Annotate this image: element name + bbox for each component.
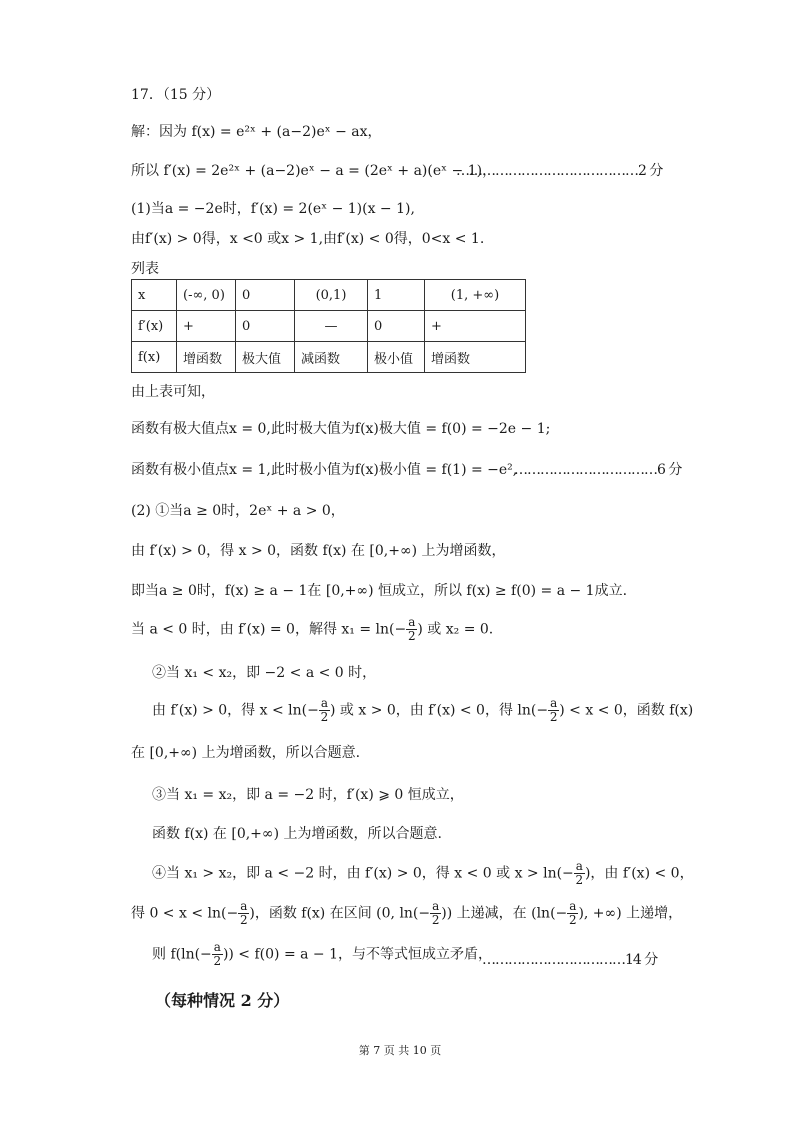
max-line: 函数有极大值点x = 0,此时极大值为f(x)极大值 = f(0) = −2e − 1; [131,421,551,437]
part2-l12-text2: )) < f(0) = a − 1，与不等式恒成立矛盾， [222,946,493,963]
part2-l12-dots: ……………………………14 分 [482,952,658,968]
part2-l4-text: 当 a < 0 时，由 f′(x) = 0，解得 x₁ = ln(− [131,621,407,638]
part1-case: (1)当a = −2e时，f′(x) = 2(eˣ − 1)(x − 1), [131,201,415,217]
fraction-numerator: a [320,696,328,710]
fraction-numerator: a [240,899,248,913]
part2-l5: ②当 x₁ < x₂，即 −2 < a < 0 时， [152,665,377,681]
fraction-numerator: a [550,696,558,710]
table-cell: x [132,280,177,311]
table-cell: f(x) [132,342,177,373]
part2-l8: ③当 x₁ = x₂，即 a = −2 时，f′(x) ⩾ 0 恒成立， [152,787,464,803]
part2-l9: 函数 f(x) 在 [0,+∞) 上为增函数，所以合题意. [152,826,442,842]
table-cell: — [295,311,368,342]
min-text: 函数有极小值点x = 1,此时极小值为f(x)极小值 = f(1) = −e², [131,462,518,478]
part2-l6-text3: ) < x < 0，函数 f(x) [559,702,694,719]
part2-l11-text: 得 0 < x < ln(− [131,905,239,922]
fraction [548,697,559,724]
fraction-denominator: 2 [549,710,558,724]
fraction-denominator: 2 [431,913,440,927]
fraction [238,900,249,927]
min-dots: ……………………………6 分 [514,462,682,478]
part1-sign: 由f′(x) > 0得，x <0 或x > 1,由f′(x) < 0得，0<x < 1. [131,231,485,247]
part2-l6-text2: ) 或 x > 0，由 f′(x) < 0，得 ln(− [330,702,549,719]
table-cell: 1 [368,280,425,311]
derivative-text: 所以 f′(x) = 2e²ˣ + (a−2)eˣ − a = (2eˣ + a)(eˣ − 1)， [131,163,497,179]
fraction-numerator: a [575,859,583,873]
part2-l4 [131,616,493,643]
table-cell: 减函数 [295,342,368,373]
part2-l3: 即当a ≥ 0时，f(x) ≥ a − 1在 [0,+∞) 恒成立，所以 f(x) ≥ f(0) = a − 1成立. [131,583,628,599]
table-cell: 极小值 [368,342,425,373]
fraction-denominator: 2 [320,710,329,724]
derivative-line [131,160,663,180]
table-cell: + [425,311,526,342]
part2-l1: (2) ①当a ≥ 0时，2eˣ + a > 0， [131,503,345,519]
part2-l12-text: 则 f(ln(− [152,946,212,963]
monotonicity-table [131,279,526,373]
min-line [131,459,682,479]
fraction-numerator: a [432,899,440,913]
part2-l12 [152,940,658,968]
table-row [132,311,526,342]
table-row [132,280,526,311]
table-cell: (1, +∞) [425,280,526,311]
page-footer: 第 7 页 共 10 页 [358,1044,442,1057]
fraction-numerator: a [569,899,577,913]
fraction [574,860,585,887]
fraction-denominator: 2 [213,954,222,968]
fraction [212,941,223,968]
intro-line: 解：因为 f(x) = e²ˣ + (a−2)eˣ − ax， [131,124,382,140]
part2-l6-text: 由 f′(x) > 0，得 x < ln(− [152,702,319,719]
table-cell: (-∞, 0) [177,280,236,311]
fraction [430,900,441,927]
fraction-denominator: 2 [239,913,248,927]
part2-l11-text2: )，函数 f(x) 在区间 (0, ln(− [249,905,431,922]
part2-l10 [152,860,694,887]
problem-number: 17．（15 分） [131,87,221,103]
part2-l11-text4: ), +∞) 上递增， [578,905,683,922]
fraction-numerator: a [213,940,221,954]
table-cell: 0 [236,280,295,311]
fraction-denominator: 2 [575,873,584,887]
table-cell: 增函数 [177,342,236,373]
table-cell: + [177,311,236,342]
fraction [406,616,417,643]
table-label: 列表 [131,261,159,277]
scoring-note: （每种情况 2 分） [155,991,290,1010]
part2-l4-text2: ) 或 x₂ = 0. [417,621,494,638]
fraction-denominator: 2 [407,629,416,643]
table-row [132,342,526,373]
part2-l2: 由 f′(x) > 0，得 x > 0，函数 f(x) 在 [0,+∞) 上为增函数， [131,543,506,559]
part2-l11-text3: )) 上递减，在 (ln(− [441,905,568,922]
table-cell: (0,1) [295,280,368,311]
part2-l7: 在 [0,+∞) 上为增函数，所以合题意. [131,745,361,761]
table-cell: f′(x) [132,311,177,342]
part2-l6 [152,697,693,724]
fraction [319,697,330,724]
part2-l10-text2: )，由 f′(x) < 0， [584,865,694,882]
fraction [567,900,578,927]
fraction-denominator: 2 [569,913,577,927]
from-table: 由上表可知， [131,384,215,400]
table-cell: 增函数 [425,342,526,373]
table-cell: 极大值 [236,342,295,373]
fraction-numerator: a [408,615,416,629]
part2-l10-text: ④当 x₁ > x₂，即 a < −2 时，由 f′(x) > 0，得 x < 0 或 x > ln(− [152,865,574,882]
part2-l11 [131,900,682,927]
derivative-dots: ……………………………………2 分 [456,163,663,179]
table-cell: 0 [368,311,425,342]
table-cell: 0 [236,311,295,342]
